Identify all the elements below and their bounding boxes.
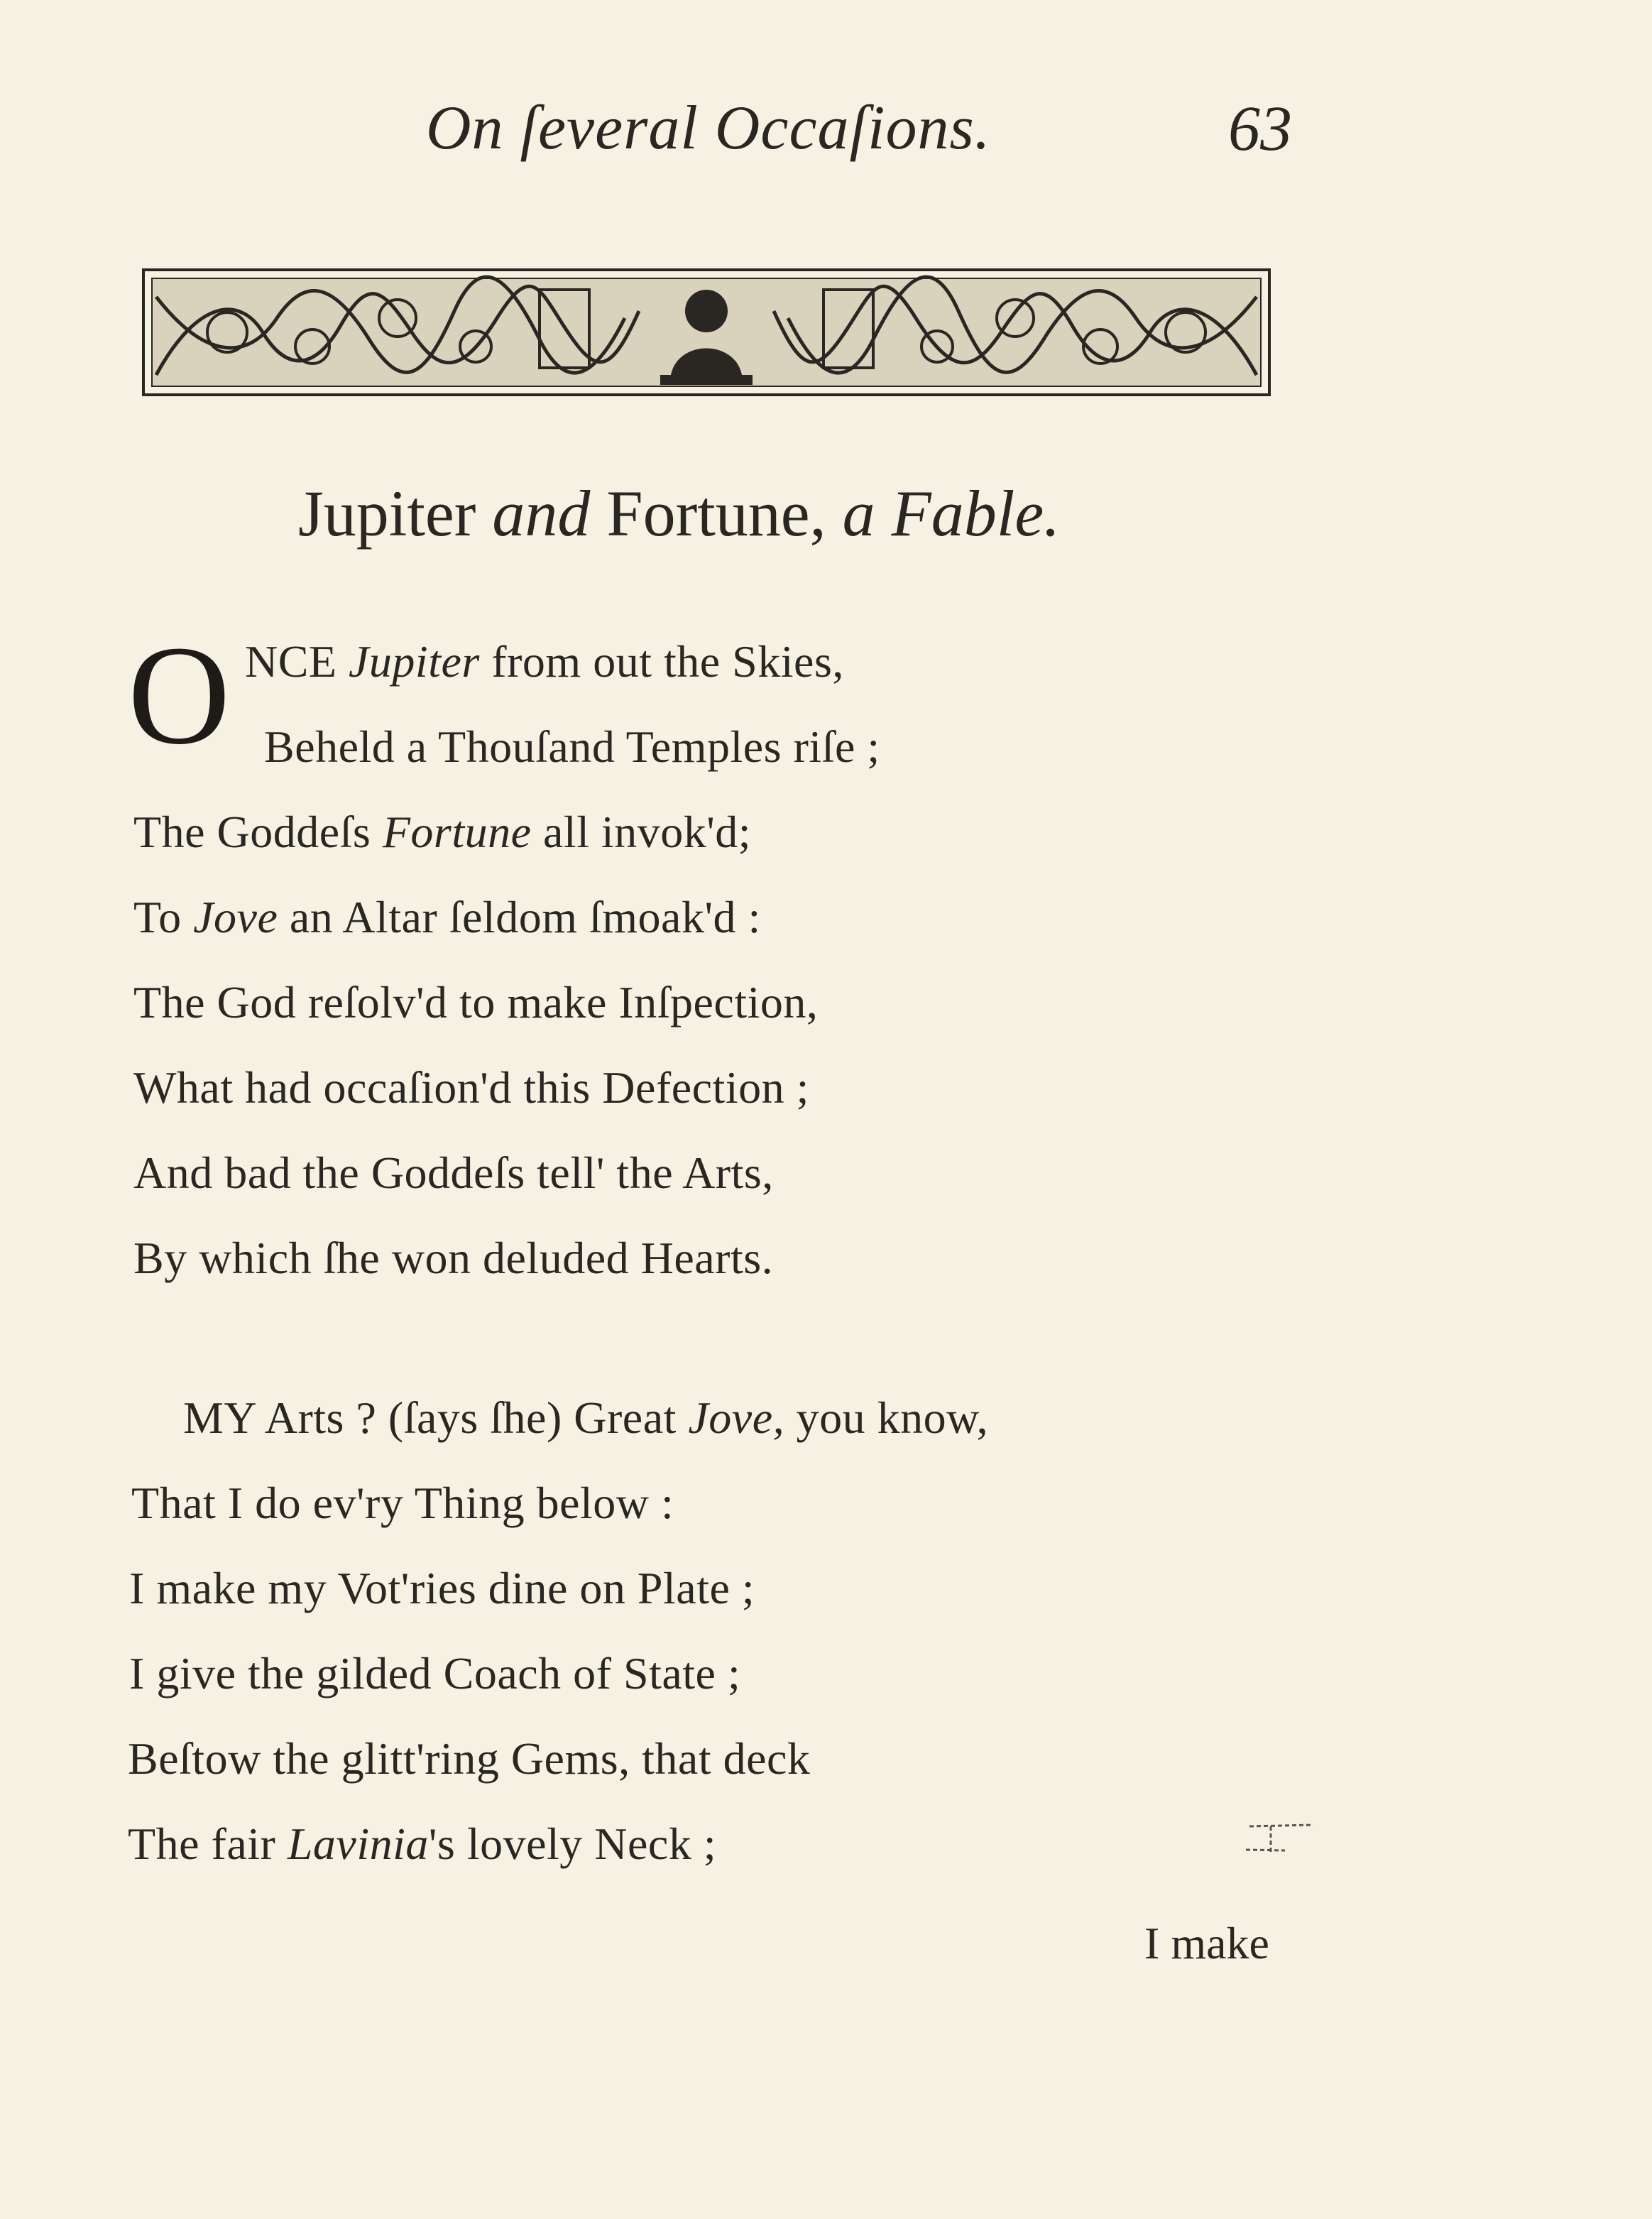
- verse-italic: Jupiter: [349, 636, 480, 687]
- verse-line: [133, 806, 751, 858]
- verse-text: The God reſolv'd to make Inſpection,: [133, 977, 819, 1027]
- verse-text: you know,: [784, 1392, 989, 1443]
- verse-line: [128, 1733, 810, 1785]
- verse-line: [133, 1232, 773, 1285]
- verse-line: [131, 1477, 674, 1530]
- verse-line: [128, 1818, 716, 1870]
- verse-text: To: [133, 892, 194, 942]
- verse-text: NCE: [245, 636, 349, 687]
- catchword: I make: [1144, 1918, 1269, 1968]
- verse-italic: Lavinia: [287, 1819, 429, 1869]
- verse-line: [129, 1562, 755, 1615]
- verse-text: And bad the Goddeſs tell' the Arts,: [133, 1147, 774, 1198]
- verse-text: all invok'd;: [531, 807, 752, 857]
- verse-line: [133, 1062, 809, 1114]
- floral-headpiece-ornament-icon: [142, 268, 1271, 396]
- verse-line: [133, 1147, 774, 1199]
- verse-text: Beheld a Thouſand Temples riſe ;: [264, 721, 880, 772]
- fable-title: [298, 476, 1221, 551]
- title-jupiter: Jupiter: [298, 477, 476, 550]
- verse-text: The Goddeſs: [133, 807, 383, 857]
- verse-line: [183, 1392, 988, 1444]
- running-head: On ſeveral Occaſions.: [426, 94, 991, 163]
- verse-text: That I do ev'ry Thing below :: [131, 1478, 674, 1528]
- verse-line: [245, 636, 844, 688]
- verse-italic: Jove,: [688, 1392, 785, 1443]
- verse-text: By which ſhe won deluded Hearts.: [133, 1233, 774, 1283]
- verse-text: MY Arts ? (ſays ſhe) Great: [183, 1392, 689, 1443]
- verse-text: I give the gilded Coach of State ;: [129, 1648, 741, 1699]
- drop-cap: O: [128, 617, 231, 774]
- verse-text: from out the Skies,: [479, 636, 844, 687]
- verse-line: [264, 721, 880, 773]
- page-number: 63: [1228, 94, 1292, 164]
- verse-line: [129, 1647, 740, 1700]
- verse-line: [133, 976, 818, 1029]
- verse-text: The fair: [128, 1819, 288, 1869]
- title-and: and: [492, 477, 591, 550]
- verse-line: [133, 891, 761, 944]
- verse-text: an Altar ſeldom ſmoak'd :: [278, 892, 761, 942]
- title-fortune: Fortune,: [606, 477, 826, 550]
- verse-text: I make my Vot'ries dine on Plate ;: [129, 1563, 755, 1613]
- verse-text: What had occaſion'd this Defection ;: [133, 1062, 809, 1113]
- title-a-fable: a Fable.: [842, 477, 1061, 550]
- verse-italic: Fortune: [382, 807, 532, 857]
- ink-smudge-icon: [1242, 1818, 1320, 1860]
- verse-text: 's lovely Neck ;: [428, 1819, 717, 1869]
- verse-text: Beſtow the glitt'ring Gems, that deck: [128, 1733, 811, 1784]
- verse-italic: Jove: [193, 892, 278, 942]
